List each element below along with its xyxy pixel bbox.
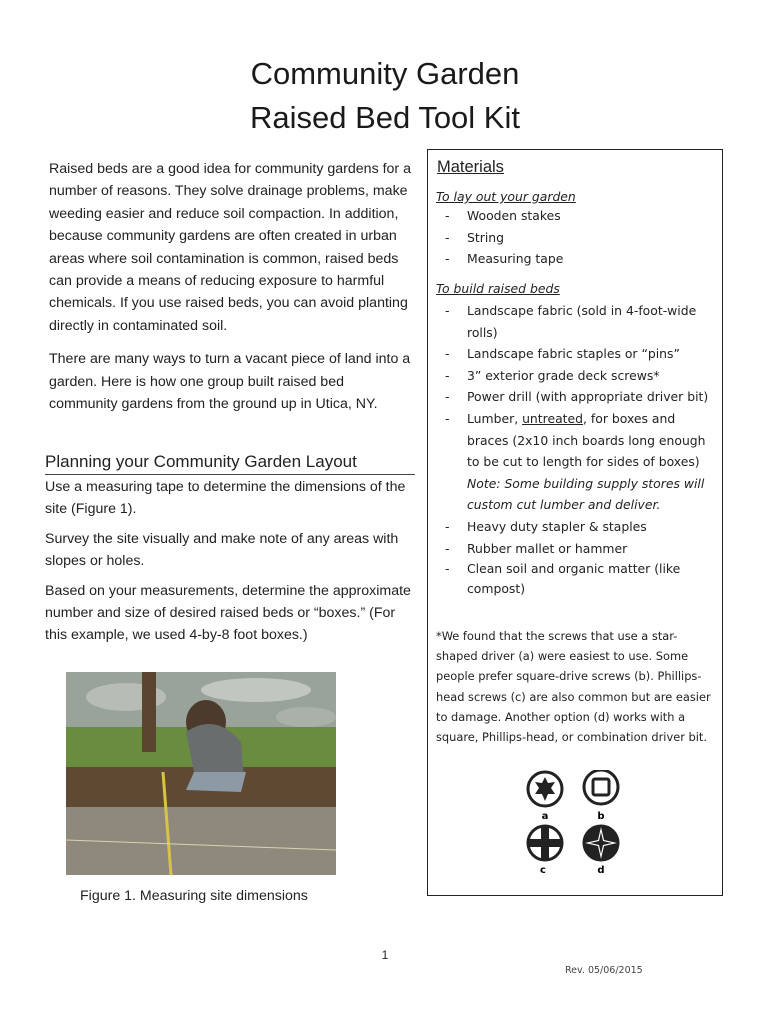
planning-body bbox=[45, 476, 415, 654]
planning-paragraph-1: Use a measuring tape to determine the dimensions of the site (Figure 1). bbox=[45, 479, 406, 518]
screw-footnote: *We found that the screws that use a star-shaped driver (a) were easiest to use. Some people prefer square-drive screws (b). Phillips-head screws (c) are also common but are easier to damage. Another option (d) works with a square, Phillips-head, or combination driver bit. bbox=[436, 629, 711, 745]
layout-subheading: To lay out your garden bbox=[436, 189, 576, 204]
build-list bbox=[428, 300, 718, 598]
materials-title: Materials bbox=[437, 158, 504, 176]
square-screw-icon bbox=[584, 770, 618, 804]
planning-paragraph-2: Survey the site visually and make note of any areas with slopes or holes. bbox=[45, 530, 399, 570]
intro-paragraph-2: There are many ways to turn a vacant piece of land into a garden. Here is how one group built raised bed community gardens from the ground up in Utica, NY. bbox=[49, 351, 411, 413]
list-item: - Landscape fabric staples or “pins” bbox=[445, 346, 680, 362]
list-item: - 3” exterior grade deck screws* bbox=[445, 367, 660, 383]
intro-paragraph-1: Raised beds are a good idea for community gardens for a number of reasons. They solve drainage problems, make weeding easier and reduce soil compaction. In addition, because community gardens are often created in urban areas where soil contamination is common, raised beds can provide a means of reducing exposure to harmful chemicals. If you use raised beds, you can avoid planting directly in contaminated soil. bbox=[49, 161, 411, 334]
list-item: - Landscape fabric (sold in 4-foot-wide rolls) bbox=[445, 303, 697, 340]
screw-head-diagram bbox=[524, 770, 634, 880]
list-item: - Wooden stakes bbox=[445, 208, 561, 223]
phillips-screw-icon bbox=[528, 826, 562, 860]
materials-box bbox=[427, 149, 723, 896]
list-item: - String bbox=[445, 229, 504, 245]
screw-label-b: b bbox=[597, 811, 605, 822]
title-line-1: Community Garden bbox=[250, 56, 520, 91]
list-item: - Power drill (with appropriate driver bit) bbox=[445, 389, 709, 405]
figure-1-caption: Figure 1. Measuring site dimensions bbox=[80, 888, 308, 904]
photo-illustration bbox=[66, 672, 336, 875]
title-line-2: Raised Bed Tool Kit bbox=[250, 100, 520, 135]
build-subheading: To build raised beds bbox=[436, 281, 560, 296]
planning-heading: Planning your Community Garden Layout bbox=[45, 451, 415, 475]
planning-paragraph-3: Based on your measurements, determine the approximate number and size of desired raised beds or “boxes.” (For this example, we used 4-by-8 foot boxes.) bbox=[45, 582, 411, 644]
intro-text bbox=[49, 158, 414, 426]
screw-label-d: d bbox=[597, 865, 605, 876]
list-item: - Heavy duty stapler & staples bbox=[445, 518, 647, 534]
revision-date: Rev. 05/06/2015 bbox=[565, 965, 643, 976]
screw-label-a: a bbox=[541, 811, 549, 822]
page-title bbox=[0, 52, 770, 140]
screw-heads-svg bbox=[524, 770, 634, 880]
list-item: - Measuring tape bbox=[445, 251, 564, 267]
list-item-lumber: - Lumber, untreated, for boxes and braces (2x10 inch boards long enough to be cut to length for sides of boxes) Note: Some building supply stores will custom cut lumber and deliver. bbox=[445, 410, 706, 513]
screw-label-c: c bbox=[540, 865, 546, 876]
combination-screw-icon bbox=[584, 826, 618, 860]
layout-list bbox=[428, 205, 718, 270]
list-item: - Clean soil and organic matter (like compost) bbox=[445, 561, 681, 596]
star-screw-icon bbox=[528, 772, 562, 806]
lumber-note: Note: Some building supply stores will custom cut lumber and deliver. bbox=[467, 475, 705, 513]
list-item: - Rubber mallet or hammer bbox=[445, 540, 628, 556]
figure-1-photo bbox=[66, 672, 336, 875]
page-number: 1 bbox=[381, 948, 389, 962]
